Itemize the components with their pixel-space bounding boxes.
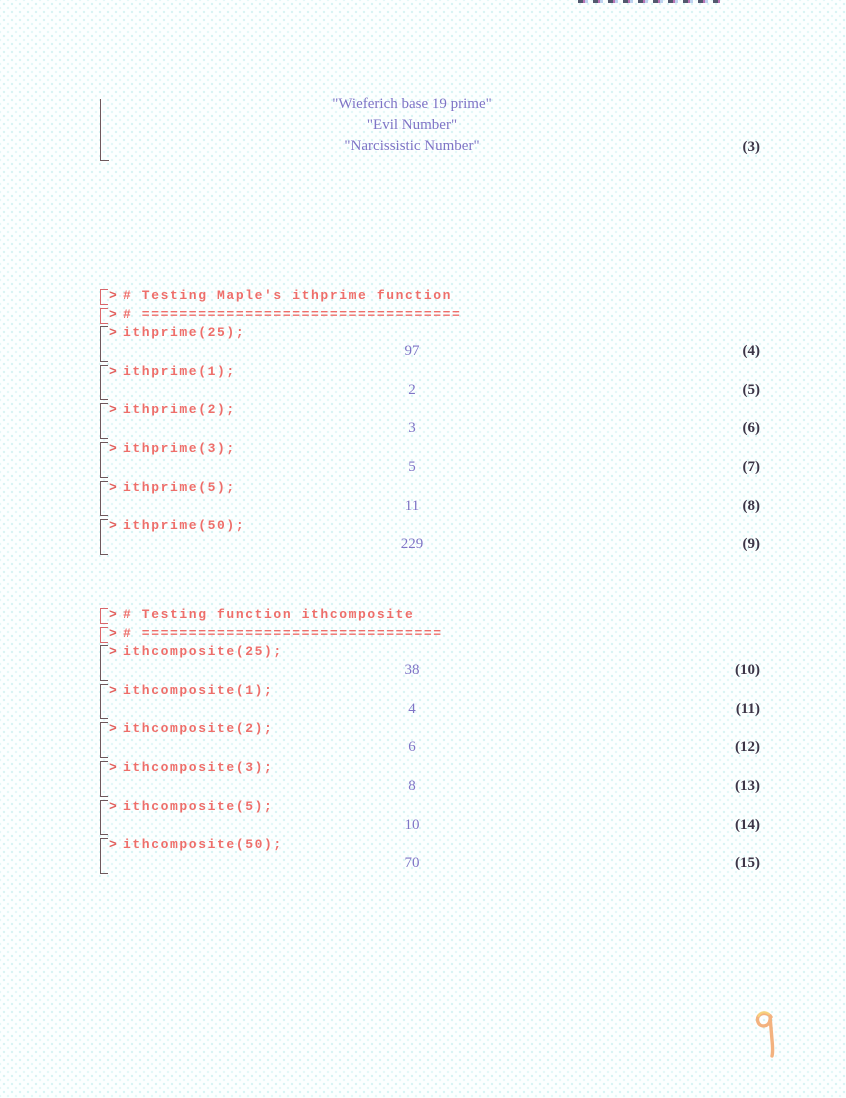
maple-output: "Wieferich base 19 prime"	[332, 96, 492, 112]
group-bracket-icon	[100, 289, 108, 305]
maple-input: ithcomposite(3);	[123, 760, 274, 776]
equation-label: (5)	[742, 381, 760, 398]
equation-label: (15)	[735, 855, 760, 872]
execution-group	[100, 518, 760, 557]
maple-output: 6	[408, 739, 416, 756]
maple-input: ithprime(3);	[123, 441, 236, 457]
prompt-icon: >	[109, 837, 117, 853]
prompt-icon: >	[109, 479, 117, 495]
comment-line	[100, 607, 760, 626]
prompt-icon: >	[109, 402, 117, 418]
execution-group	[100, 402, 760, 441]
pen-digit-9-icon	[750, 1008, 782, 1064]
execution-group	[100, 364, 760, 403]
execution-group	[100, 760, 760, 799]
maple-input: ithprime(50);	[123, 518, 246, 534]
execution-group-continued	[100, 96, 760, 159]
maple-input: ithcomposite(2);	[123, 721, 274, 737]
equation-label: (12)	[735, 739, 760, 756]
prompt-icon: >	[109, 325, 117, 340]
equation-label: (8)	[742, 497, 760, 514]
maple-input: ithcomposite(50);	[123, 837, 283, 853]
execution-group	[100, 480, 760, 519]
maple-input: ithcomposite(5);	[123, 798, 274, 814]
maple-output: 229	[400, 536, 424, 553]
maple-output: 38	[404, 662, 420, 678]
maple-output: 97	[404, 343, 420, 359]
prompt-icon: >	[109, 607, 117, 622]
execution-group	[100, 325, 760, 364]
equation-label: (7)	[742, 459, 760, 476]
maple-output: 11	[404, 497, 420, 514]
prompt-icon: >	[109, 721, 117, 737]
section-ithprime	[100, 288, 760, 557]
execution-group	[100, 721, 760, 760]
prompt-icon: >	[109, 306, 117, 322]
group-bracket-icon	[100, 608, 108, 624]
maple-output: 8	[408, 778, 416, 795]
comment-line	[100, 288, 760, 307]
maple-output: 2	[408, 381, 416, 398]
maple-comment: # Testing Maple's ithprime function	[123, 288, 453, 303]
maple-comment: # ==================================	[123, 306, 462, 322]
maple-input: ithcomposite(25);	[123, 644, 283, 659]
prompt-icon: >	[109, 441, 117, 457]
maple-output: 5	[408, 459, 416, 476]
prompt-icon: >	[109, 682, 117, 698]
maple-input: ithprime(5);	[123, 479, 236, 495]
execution-group	[100, 837, 760, 876]
prompt-icon: >	[109, 760, 117, 776]
maple-input: ithprime(2);	[123, 402, 236, 418]
execution-group	[100, 683, 760, 722]
maple-output: "Evil Number"	[366, 117, 458, 133]
equation-label: (3)	[742, 139, 760, 155]
comment-line	[100, 307, 760, 326]
section-ithcomposite	[100, 607, 760, 876]
prompt-icon: >	[109, 625, 117, 641]
equation-label: (9)	[742, 536, 760, 553]
equation-label: (13)	[735, 778, 760, 795]
prompt-icon: >	[109, 518, 117, 534]
maple-input: ithcomposite(1);	[123, 682, 274, 698]
maple-output: 3	[408, 420, 416, 437]
prompt-icon: >	[109, 798, 117, 814]
maple-output: "Narcissistic Number"	[344, 138, 480, 154]
prompt-icon: >	[109, 644, 117, 659]
equation-label: (4)	[742, 343, 760, 359]
maple-output: 4	[408, 700, 416, 717]
maple-comment: # Testing function ithcomposite	[123, 607, 415, 622]
maple-output: 70	[404, 855, 420, 872]
maple-input: ithprime(1);	[123, 363, 236, 379]
scan-artifact-strip	[578, 0, 720, 3]
equation-label: (10)	[735, 662, 760, 678]
maple-input: ithprime(25);	[123, 325, 246, 340]
group-bracket-icon	[100, 308, 108, 324]
equation-label: (6)	[742, 420, 760, 437]
execution-group	[100, 644, 760, 683]
prompt-icon: >	[109, 288, 117, 303]
equation-label: (14)	[735, 816, 760, 833]
equation-label: (11)	[735, 700, 760, 717]
maple-output: 10	[404, 816, 420, 833]
execution-group	[100, 441, 760, 480]
maple-comment: # ================================	[123, 625, 443, 641]
group-bracket-icon	[100, 627, 108, 643]
execution-group	[100, 799, 760, 838]
prompt-icon: >	[109, 363, 117, 379]
comment-line	[100, 626, 760, 645]
handwritten-page-number	[750, 1008, 782, 1069]
